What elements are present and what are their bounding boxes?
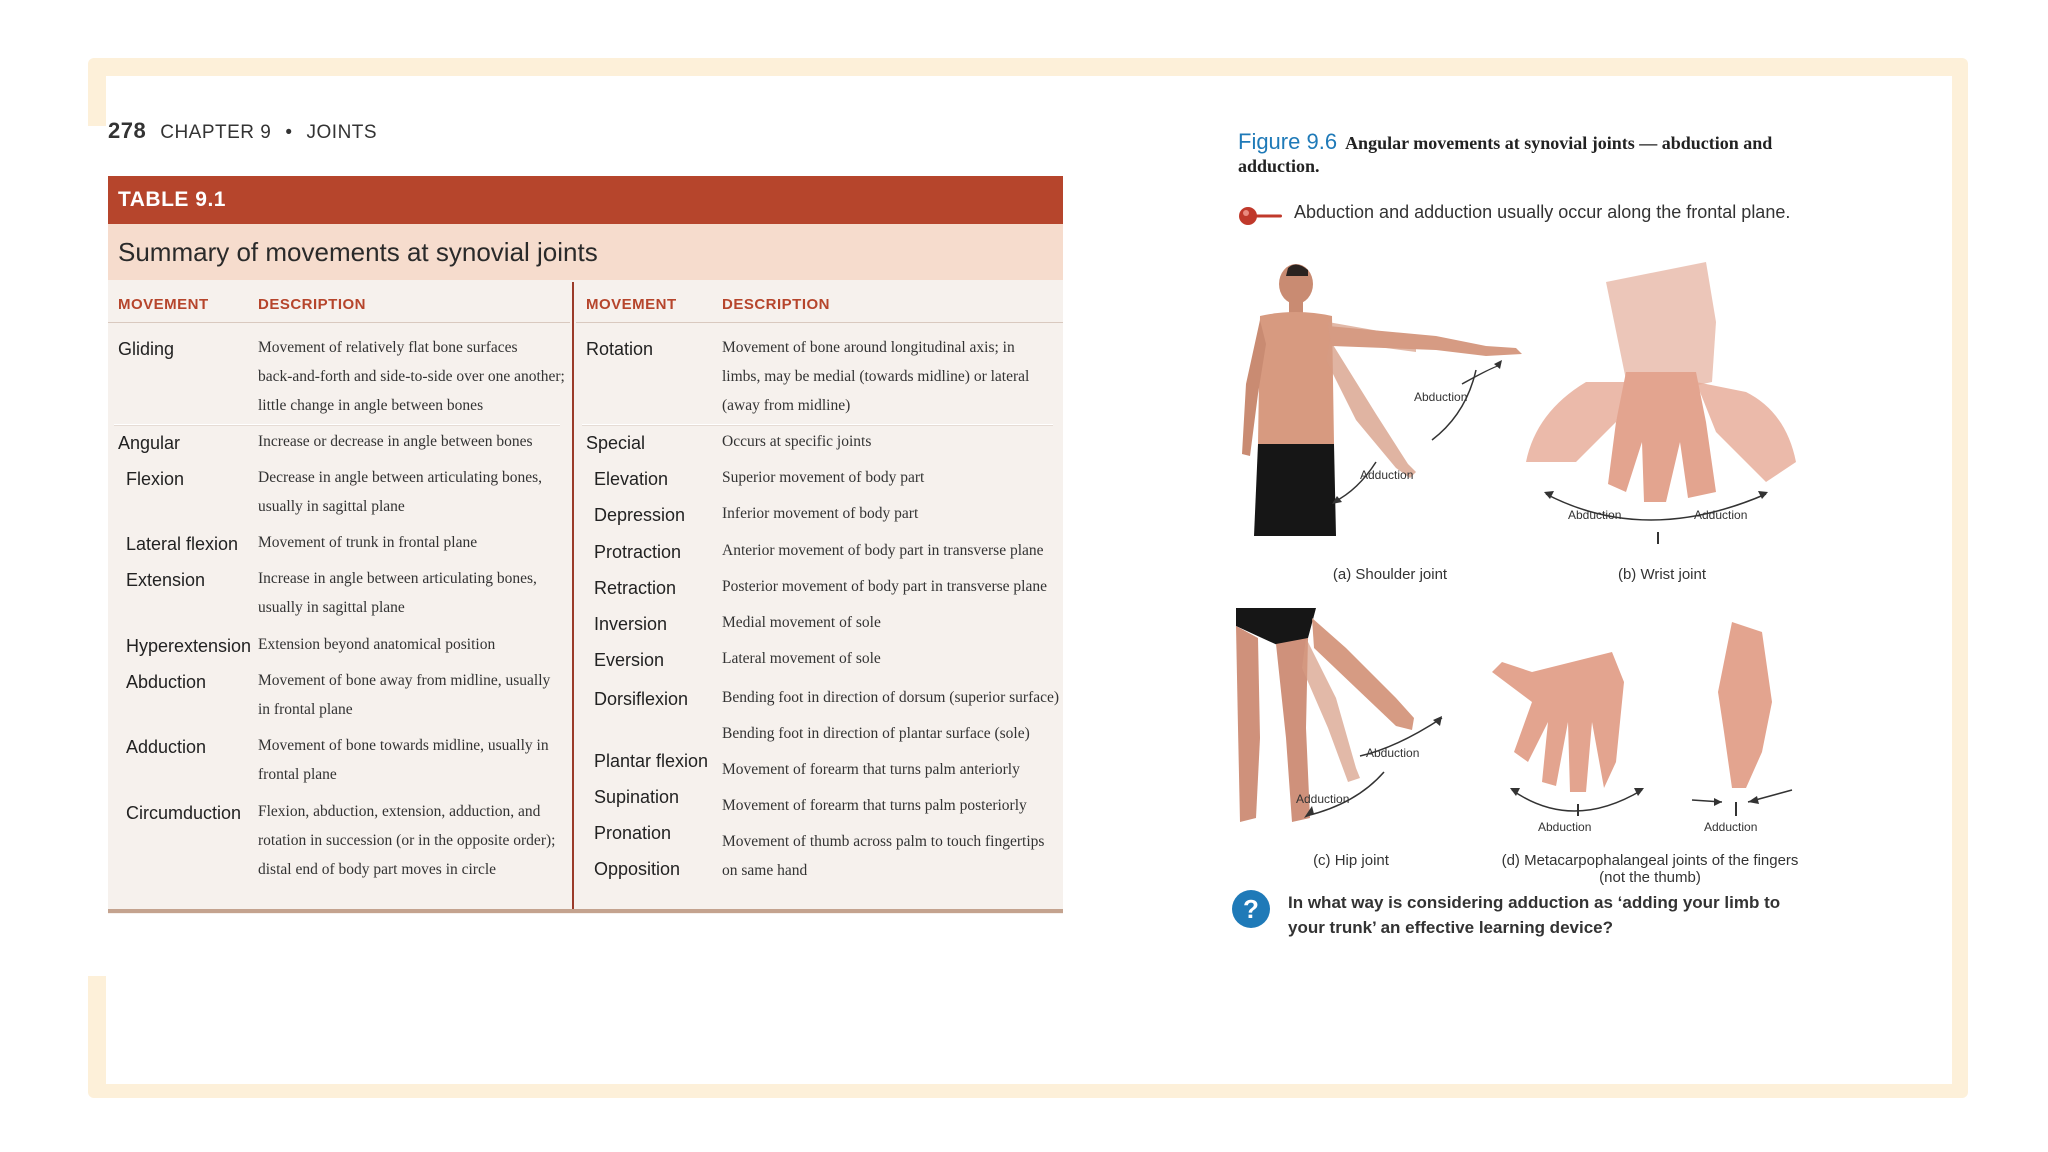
figure-title-text: Angular movements at synovial joints — abduction and adduction. (1238, 133, 1773, 176)
caption-hip: (c) Hip joint (1313, 852, 1389, 869)
movement-name: Adduction (126, 737, 207, 757)
section-label: JOINTS (306, 122, 378, 143)
movement-description (722, 683, 1059, 712)
description-line: limbs, may be medial (towards midline) or lateral (722, 368, 1030, 385)
movement-description (258, 666, 550, 724)
page-header (108, 118, 377, 144)
key-note-text: Abduction and adduction usually occur along the frontal plane. (1294, 202, 1791, 222)
description-line: Superior movement of body part (722, 469, 925, 486)
movement-description (722, 463, 924, 492)
description-line: in frontal plane (258, 701, 353, 718)
hip-illustration (1236, 608, 1476, 838)
label-adduction: Adduction (1296, 792, 1350, 806)
column-divider (572, 282, 574, 909)
movement-name: Depression (594, 505, 686, 525)
movement-description (722, 644, 881, 673)
description-line: (away from midline) (722, 397, 851, 414)
label-adduction: Adduction (1360, 468, 1414, 482)
description-line: Bending foot in direction of dorsum (superior surface) (722, 689, 1060, 706)
movement-description (258, 630, 495, 659)
caption-wrist: (b) Wrist joint (1617, 566, 1707, 583)
table-right-column (576, 282, 1063, 879)
description-line: Posterior movement of body part in transverse plane (722, 578, 1047, 595)
table-left-column (108, 282, 570, 878)
movement-description (722, 427, 871, 456)
caption-shoulder: (a) Shoulder joint (1332, 566, 1448, 583)
movement-name: Gliding (118, 339, 175, 359)
question-text: In what way is considering adduction as ‘adding your limb to your trunk’ an effective learning device? (1288, 893, 1781, 937)
chapter-label: CHAPTER 9 (160, 122, 272, 143)
header-bullet: • (285, 122, 293, 143)
movement-name: Dorsiflexion (594, 689, 689, 709)
description-line: Flexion, abduction, extension, adduction, and (258, 803, 541, 820)
panel-fingers (1492, 612, 1812, 842)
movement-name: Circumduction (126, 803, 242, 823)
movement-name: Supination (594, 787, 680, 807)
row-separator (582, 424, 1053, 425)
description-line: Increase or decrease in angle between bones (258, 433, 533, 450)
movement-name: Abduction (126, 672, 207, 692)
label-abduction: Abduction (1366, 746, 1420, 760)
movement-description (722, 827, 1044, 885)
figure-number: Figure 9.6 (1238, 129, 1338, 154)
figure-title (1238, 130, 1798, 178)
caption-fingers: (d) Metacarpophalangeal joints of the fingers (not the thumb) (1501, 852, 1799, 886)
movement-description (722, 499, 918, 528)
question-icon: ? (1232, 890, 1270, 928)
movement-description (258, 528, 477, 557)
frame-notch (88, 126, 108, 976)
description-line: Occurs at specific joints (722, 433, 872, 450)
description-line: Movement of thumb across palm to touch fingertips (722, 833, 1045, 850)
movement-name: Rotation (586, 339, 654, 359)
movement-description (722, 755, 1020, 784)
movement-name: Angular (118, 433, 181, 453)
description-line: frontal plane (258, 766, 337, 783)
panel-shoulder (1236, 264, 1536, 544)
table-9-1 (108, 176, 1063, 914)
description-line: Movement of bone around longitudinal axis; in (722, 339, 1015, 356)
movement-description (258, 427, 533, 456)
description-line: rotation in succession (or in the opposite order); (258, 832, 556, 849)
movement-name: Opposition (594, 859, 681, 879)
label-abduction: Abduction (1568, 508, 1622, 522)
page-number: 278 (108, 118, 147, 143)
column-headers-right (576, 282, 1063, 323)
description-line: on same hand (722, 862, 808, 879)
movement-name: Lateral flexion (126, 534, 239, 554)
panel-hip (1236, 608, 1476, 838)
movement-description (258, 797, 555, 884)
movement-name: Retraction (594, 578, 677, 598)
movement-name: Special (586, 433, 646, 453)
shoulder-illustration (1236, 264, 1536, 544)
movement-name: Plantar flexion (594, 751, 709, 771)
movement-description (722, 536, 1044, 565)
header-movement: MOVEMENT (118, 296, 209, 313)
movement-description (258, 731, 549, 789)
description-line: Medial movement of sole (722, 614, 881, 631)
description-line: Decrease in angle between articulating bones, (258, 469, 543, 486)
header-description: DESCRIPTION (258, 296, 367, 313)
description-line: back-and-forth and side-to-side over one another; (258, 368, 565, 385)
description-line: little change in angle between bones (258, 397, 484, 414)
table-bottom-rule (108, 909, 1063, 913)
description-line: Movement of bone towards midline, usually in (258, 737, 549, 754)
header-movement: MOVEMENT (586, 296, 677, 313)
movement-description (722, 333, 1029, 420)
movement-name: Eversion (594, 650, 665, 670)
column-headers-left (108, 282, 570, 323)
label-adduction: Adduction (1704, 820, 1758, 834)
description-line: Movement of trunk in frontal plane (258, 534, 478, 551)
movement-name: Protraction (594, 542, 682, 562)
description-line: Movement of relatively flat bone surfaces (258, 339, 518, 356)
fingers-illustration (1492, 612, 1812, 842)
description-line: Movement of bone away from midline, usually (258, 672, 551, 689)
movement-description (258, 333, 565, 420)
description-line: Movement of forearm that turns palm anteriorly (722, 761, 1020, 778)
pushpin-icon (1238, 206, 1284, 226)
label-abduction: Abduction (1538, 820, 1592, 834)
description-line: Inferior movement of body part (722, 505, 919, 522)
wrist-illustration (1516, 262, 1806, 562)
movement-description (722, 719, 1030, 748)
description-line: distal end of body part moves in circle (258, 861, 497, 878)
movement-description (258, 463, 542, 521)
description-line: Movement of forearm that turns palm posteriorly (722, 797, 1027, 814)
header-description: DESCRIPTION (722, 296, 831, 313)
label-adduction: Adduction (1694, 508, 1748, 522)
movement-description (722, 791, 1027, 820)
description-line: Lateral movement of sole (722, 650, 881, 667)
movement-name: Hyperextension (126, 636, 252, 656)
description-line: Bending foot in direction of plantar surface (sole) (722, 725, 1030, 742)
movement-description (258, 564, 537, 622)
panel-wrist (1516, 262, 1806, 562)
description-line: usually in sagittal plane (258, 498, 405, 515)
movement-description (722, 572, 1047, 601)
movement-name: Elevation (594, 469, 669, 489)
movement-name: Extension (126, 570, 206, 590)
description-line: Extension beyond anatomical position (258, 636, 496, 653)
description-line: Increase in angle between articulating bones, (258, 570, 537, 587)
movement-name: Inversion (594, 614, 668, 634)
table-title: Summary of movements at synovial joints (108, 224, 1063, 280)
row-separator (114, 424, 560, 425)
movement-description (722, 608, 881, 637)
description-line: Anterior movement of body part in transverse plane (722, 542, 1044, 559)
description-line: usually in sagittal plane (258, 599, 405, 616)
label-abduction: Abduction (1414, 390, 1468, 404)
movement-name: Flexion (126, 469, 185, 489)
movement-name: Pronation (594, 823, 672, 843)
table-label: TABLE 9.1 (108, 176, 1063, 224)
